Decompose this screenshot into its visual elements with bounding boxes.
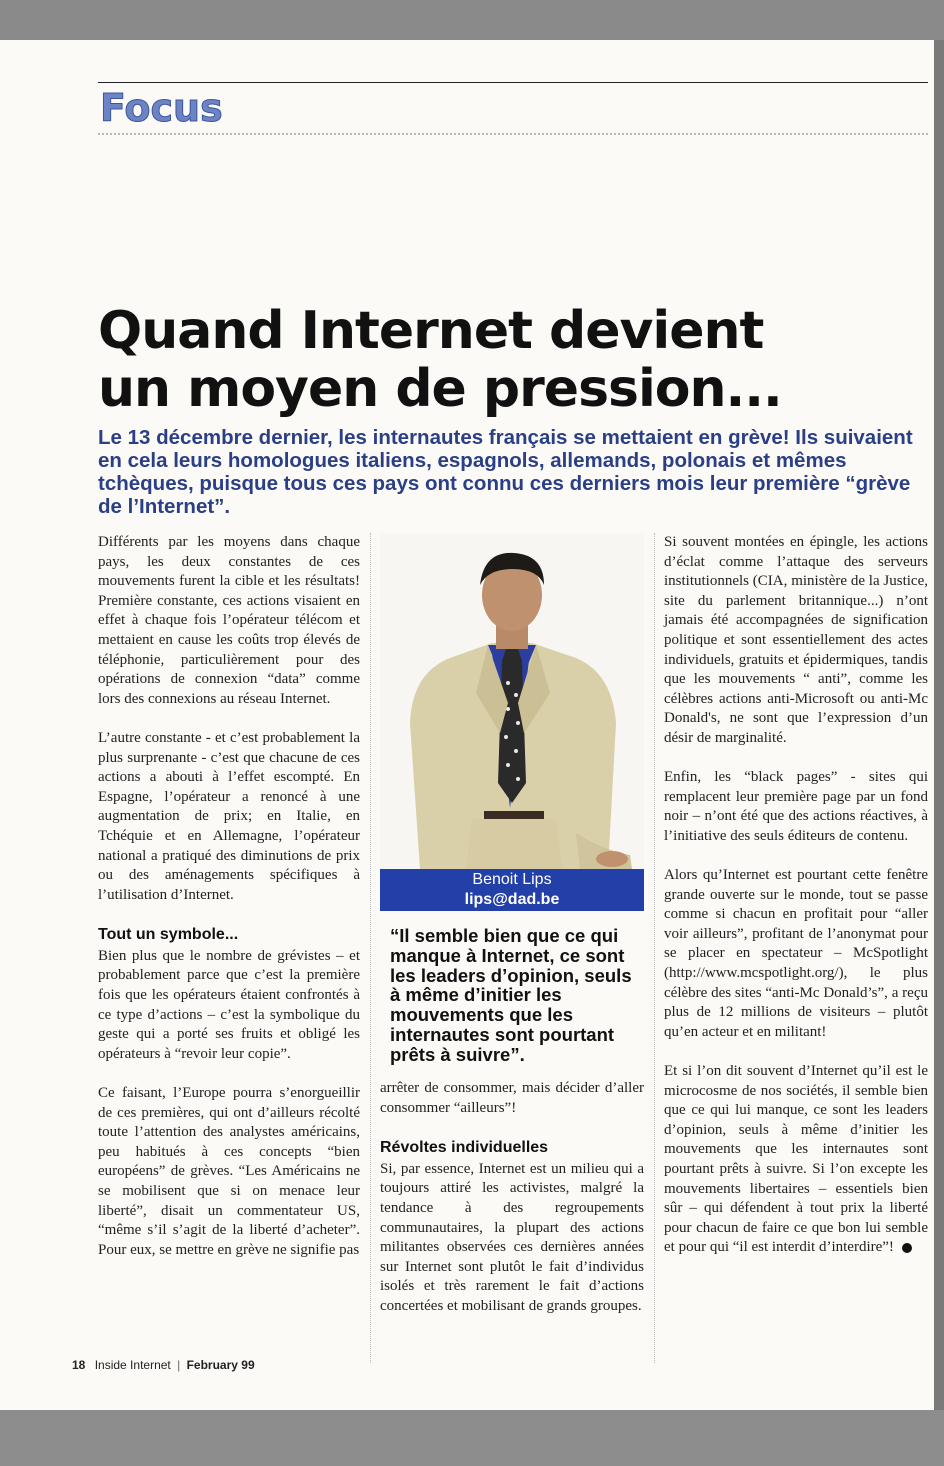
column-2-paragraph: Si, par essence, Internet est un milieu qui a toujours attiré les activistes, malgré la tendance à des regroupements communautaires, la plupart des actions militantes observées ces dernières années sur Internet sont plutôt le fait d’individus isolés et très rarement le fait d’actions concertées et mobilisant de grands groupes. — [380, 1160, 644, 1314]
column-3 — [664, 533, 928, 1278]
section-label: Focus — [100, 86, 223, 130]
column-1-paragraph: L’autre constante - et c’est probablement la plus surprenante - c’est que chacune de ces actions a abouti à l’effet escompté. En Espagne, l’opérateur a renoncé à une augmentation de prix; en Italie, en Tchéquie et en Allemagne, l’opérateur national a pratiqué des diminutions de prix ou des aménagements spécifiques à l’utilisation d’Internet. — [98, 729, 360, 903]
subhead-tout-un-symbole: Tout un symbole... — [98, 925, 239, 943]
column-2-paragraph: arrêter de consommer, mais décider d’aller consommer “ailleurs”! — [380, 1080, 644, 1116]
headline-line-1: Quand Internet devient — [98, 301, 764, 361]
page-footer — [72, 1358, 255, 1372]
scan-bottom-border — [0, 1410, 944, 1466]
column-divider — [370, 533, 371, 1363]
publication-name: Inside Internet — [94, 1358, 171, 1372]
column-1-paragraph: Ce faisant, l’Europe pourra s’enorgueillir de ces premières, qui ont d’ailleurs récolté toute l’attention des analystes américains, peu habitués à ces concepts “bien européens” de grèves. “Les Américains ne se mobilisent que si on menace leur liberté”, disait un commentateur US, “même s’il s’agit de la liberté d’acheter”. Pour eux, se mettre en grève ne signifie pas — [98, 1085, 360, 1258]
closing-paragraph-text: Et si l’on dit souvent d’Internet qu’il est le microcosme de nos sociétés, il semble bien que ce qui lui manque, ce sont les leaders d’opinion, seuls à même d’initier les mouvements que les internautes sont pourtant prêts à suivre. Si l’on excepte les mouvements libertaires – essentiels bien sûr – qui défendent à tout prix la liberté pour chacun de faire ce que bon lui semble et pour qui “il est interdit d’interdire”! — [664, 1063, 928, 1256]
scan-top-border — [0, 0, 944, 40]
header-dotted-rule — [98, 133, 928, 135]
end-of-article-bullet-icon — [902, 1243, 912, 1253]
header-rule — [98, 82, 928, 83]
column-3-paragraph — [664, 1062, 928, 1258]
magazine-page — [0, 40, 934, 1410]
page-number: 18 — [72, 1358, 86, 1372]
column-1-paragraph: Bien plus que le nombre de grévistes – et probablement parce que c’est la première fois que les opérateurs étaient confrontés à ce type d’actions – c’est la symbolique du geste qui a porté ses fruits et obligé les opérateurs à “revoir leur copie”. — [98, 947, 360, 1062]
article-headline — [98, 302, 918, 418]
column-2 — [380, 1079, 644, 1336]
column-3-paragraph: Alors qu’Internet est pourtant cette fenêtre grande ouverte sur le monde, tout se passe comme si chacun en profitait pour “aller voir ailleurs”, profitant de l’anonymat pour se placer en spectateur – McSpotlight (http://www.mcspotlight.org/), le plus célèbre des sites “anti-Mc Donald’s”, a reçu plus de 12 millions de visiteurs – plutôt qu’en acteur et en militant! — [664, 867, 928, 1040]
column-3-paragraph: Enfin, les “black pages” - sites qui remplacent leur première page par un fond noir – n’ont été que des actions réactives, à l’initiative des seuls éditeurs de contenu. — [664, 769, 928, 844]
column-divider — [654, 533, 655, 1363]
caption-name: Benoit Lips — [472, 871, 552, 888]
column-3-paragraph: Si souvent montées en épingle, les actions d’éclat comme l’attaque des serveurs institutionnels (CIA, ministère de la Justice, site du parlement britannique...) n’ont jamais été accompagnées de signification politique et sont essentiellement des actes individuels, gratuits et épidermiques, tandis que les mouvements “ anti”, comme les célèbres actions anti-Microsoft ou anti-Mc Donald's, ne sont que l’expression d’un désir de marginalité. — [664, 534, 928, 746]
issue-date: February 99 — [186, 1358, 255, 1372]
column-1 — [98, 533, 360, 1280]
footer-separator: | — [177, 1358, 181, 1372]
caption-email: lips@dad.be — [464, 891, 560, 908]
headline-line-2: un moyen de pression... — [98, 359, 782, 419]
photo-caption — [380, 869, 644, 911]
column-1-paragraph: Différents par les moyens dans chaque pays, les deux constantes de ces mouvements furent la cible et les résultats! Première constante, ces actions visaient en effet à chaque fois l’opérateur télécom et mettaient en cause les coûts trop élevés de téléphonie, particulièrement pour des opérations de connexion “data” comme lors des connexions au réseau Internet. — [98, 534, 360, 707]
person-illustration — [380, 533, 644, 869]
portrait-photo — [380, 533, 644, 869]
pull-quote: “Il semble bien que ce qui manque à Internet, ce sont les leaders d’opinion, seuls à même d’initier les mouvements que les internautes sont pourtant prêts à suivre”. — [390, 925, 632, 1065]
subhead-revoltes-individuelles: Révoltes individuelles — [380, 1138, 549, 1156]
article-lede: Le 13 décembre dernier, les internautes français se mettaient en grève! Ils suivaient en cela leurs homologues italiens, espagnols, allemands, polonais et mêmes tchèques, puisque tous ces pays ont connu ces derniers mois leur première “grève de l’Internet”. — [98, 426, 913, 518]
